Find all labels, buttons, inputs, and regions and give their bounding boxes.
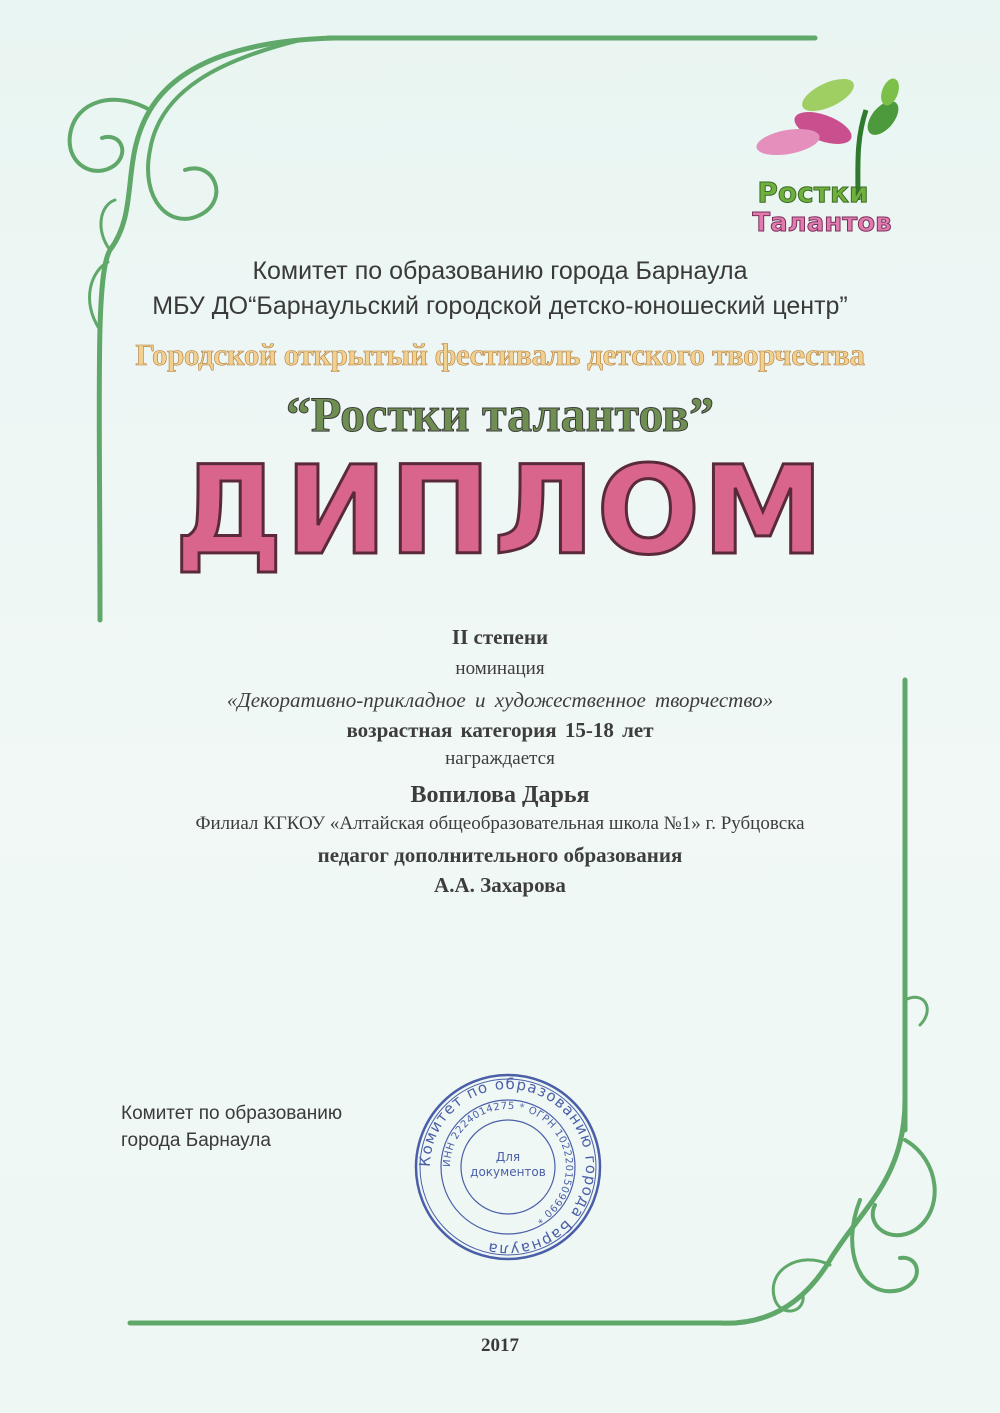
stamp-center-line-2: документов <box>470 1165 546 1179</box>
stamp-inner-text: ИНН 2224014275 * ОГРН 1022201509990 * <box>441 1100 575 1226</box>
signatory-line-1: Комитет по образованию <box>121 1103 343 1124</box>
recipient-name: Вопилова Дарья <box>410 782 590 808</box>
festival-line: Городской открытый фестиваль детского творчества <box>135 337 865 372</box>
committee-line: Комитет по образованию города Барнаула <box>252 257 748 285</box>
festival-name: “Ростки талантов” <box>285 386 715 442</box>
age-category: возрастная категория 15-18 лет <box>346 718 654 742</box>
nomination-label: номинация <box>455 658 545 679</box>
official-stamp <box>413 1072 603 1262</box>
teacher-role: педагог дополнительного образования <box>317 843 683 867</box>
teacher-name: А.А. Захарова <box>434 873 566 897</box>
signatory-line-2: города Барнаула <box>121 1130 271 1151</box>
diploma-title: ДИПЛОМ <box>174 440 826 582</box>
signatory-block <box>121 1100 342 1154</box>
logo-line-2: Талантов <box>752 208 892 238</box>
award-degree: II степени <box>451 625 549 649</box>
festival-logo <box>718 70 918 250</box>
institution-line: МБУ ДО“Барнаульский городской детско-юношеский центр” <box>152 292 848 320</box>
stamp-outer-text: Комитет по образованию города Барнаула <box>415 1074 601 1260</box>
issue-year: 2017 <box>481 1335 519 1356</box>
awarded-label: награждается <box>445 748 555 769</box>
nomination-title: «Декоративно-прикладное и художественное творчество» <box>226 688 774 712</box>
organization-line: Филиал КГКОУ «Алтайская общеобразовательная школа №1» г. Рубцовска <box>195 813 805 834</box>
logo-line-1: Ростки <box>757 176 869 209</box>
stamp-center-line-1: Для <box>495 1150 521 1164</box>
